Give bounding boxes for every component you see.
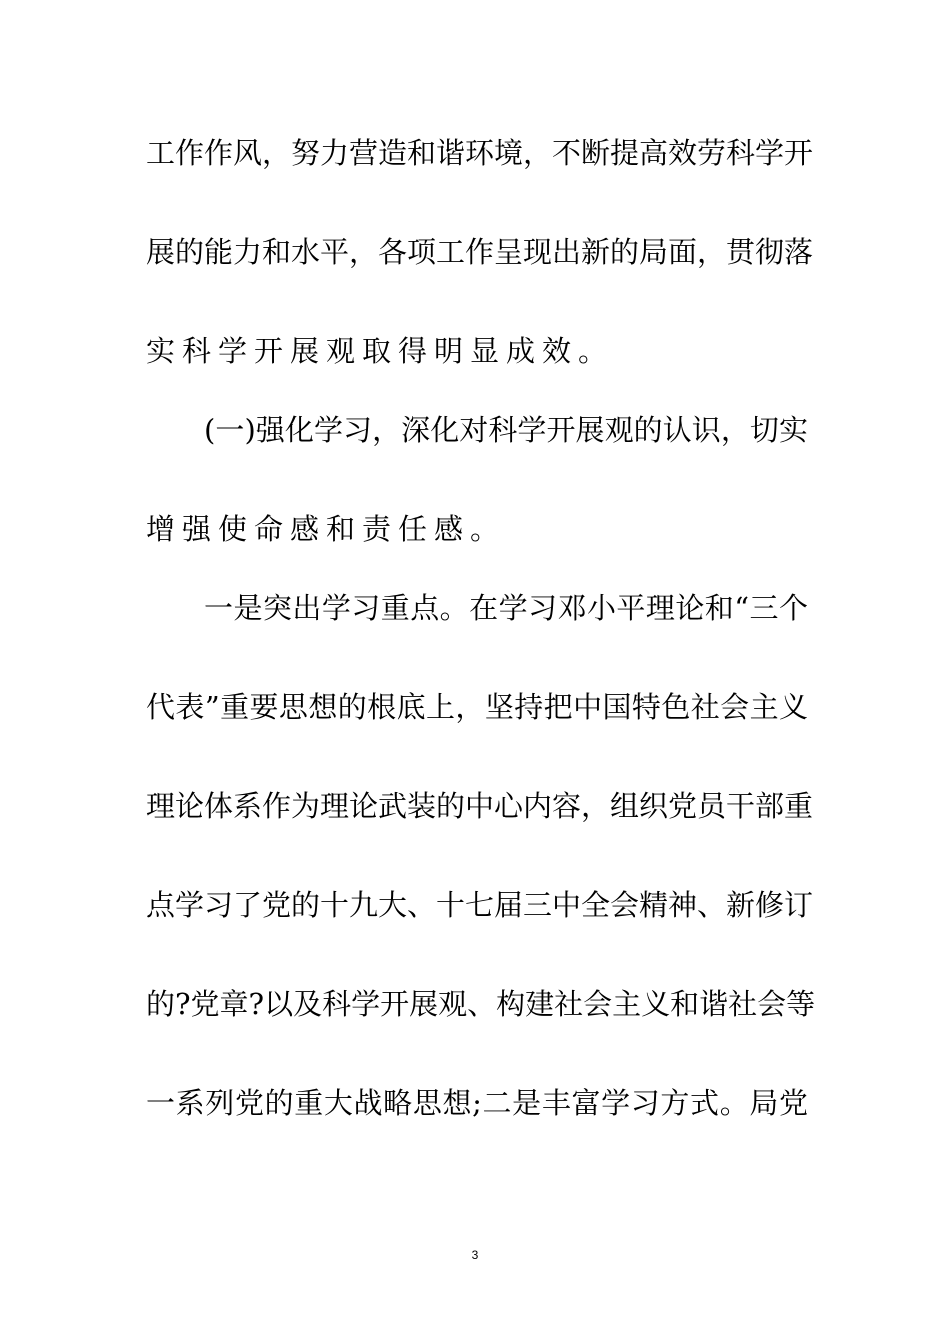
- text-line: 工作作风，努力营造和谐环境，不断提高效劳科学开: [146, 136, 814, 170]
- text-line: 增强使命感和责任感。: [146, 512, 507, 546]
- text-line: 理论体系作为理论武装的中心内容，组织党员干部重: [146, 789, 814, 823]
- text-line: 实科学开展观取得明显成效。: [146, 334, 615, 368]
- text-line: 点学习了党的十九大、十七届三中全会精神、新修订: [146, 888, 814, 922]
- text-line: 一系列党的重大战略思想;二是丰富学习方式。局党: [146, 1086, 808, 1120]
- page-number: 3: [471, 1248, 479, 1262]
- text-line: 一是突出学习重点。在学习邓小平理论和“三个: [204, 591, 808, 625]
- text-line: 展的能力和水平，各项工作呈现出新的局面，贯彻落: [146, 235, 814, 269]
- text-line: 代表”重要思想的根底上，坚持把中国特色社会主义: [146, 690, 808, 724]
- text-line: (一)强化学习，深化对科学开展观的认识，切实: [204, 413, 808, 447]
- text-line: 的?党章?以及科学开展观、构建社会主义和谐社会等: [146, 987, 816, 1021]
